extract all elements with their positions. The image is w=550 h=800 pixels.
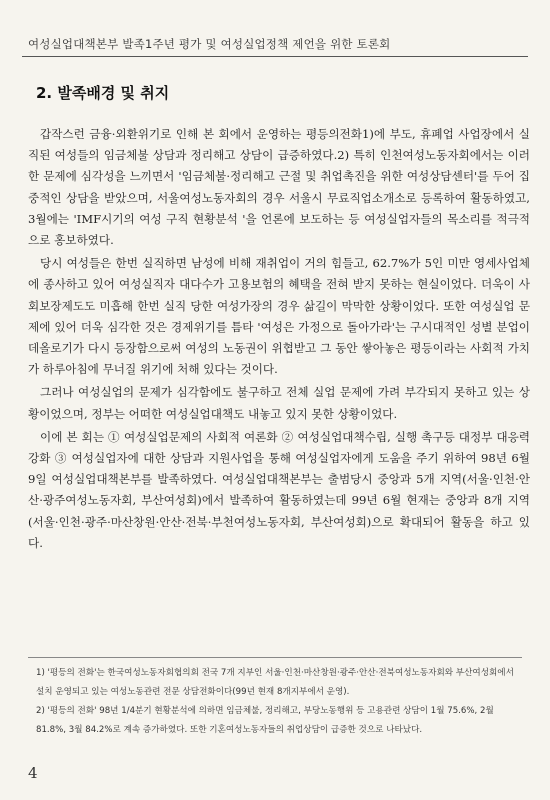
footnote: 1) '평등의 전화'는 한국여성노동자회협의회 전국 7개 지부인 서울·인천·마산창원·광주·안산·전북여성노동자회와 부산여성회에서 설치 운영되고 있는 여성노동관련 전문 상담전화이다(99년 현재 8개지부에서 운영). (36, 668, 514, 697)
header-divider (22, 56, 528, 57)
footnote-divider (28, 657, 522, 658)
paragraph: 그러나 여성실업의 문제가 심각함에도 불구하고 전체 실업 문제에 가려 부각되지 못하고 있는 상황이었으며, 정부는 어떠한 여성실업대책도 내놓고 있지 못한 상황이었다. (28, 385, 530, 421)
paragraph: 당시 여성들은 한번 실직하면 남성에 비해 재취업이 거의 힘들고, 62.7%가 5인 미만 영세사업체에 종사하고 있어 여성실직자 대다수가 고용보험의 혜택을 전혀 받지 못하는 현실이었다. 더욱이 사회보장제도도 미흡해 한번 실직 당한 여성가장의 경우 삶길이 막막한 상황이었다. 또한 여성실업 문제에 있어 더욱 심각한 것은 경제위기를 틈타 '여성은 가정으로 돌아가라'는 구시대적인 성별 분업이데올로기가 다시 등장함으로써 여성의 노동권이 위협받고 그 동안 쌓아놓은 평등이라는 사회적 가치가 하루아침에 무너질 위기에 처해 있다는 것이다. (28, 256, 530, 377)
paragraph: 이에 본 회는 ① 여성실업문제의 사회적 여론화 ② 여성실업대책수립, 실행 촉구등 대정부 대응력 강화 ③ 여성실업자에 대한 상담과 지원사업을 통해 여성실업자에게 도움을 주기 위하여 98년 6월 9일 여성실업대책본부를 발족하였다. 여성실업대책본부는 출범당시 중앙과 5개 지역(서울·인천·안산·광주여성노동자회, 부산여성회)에서 발족하여 활동하였는데 99년 6월 현재는 중앙과 8개 지역(서울·인천·광주·마산창원·안산·전북·부천여성노동자회, 부산여성회)으로 확대되어 활동을 하고 있다. (28, 429, 530, 550)
paragraph: 갑작스런 금융·외환위기로 인해 본 회에서 운영하는 평등의전화1)에 부도, 휴폐업 사업장에서 실직된 여성들의 임금체불 상담과 정리해고 상담이 급증하였다.2) 특히 인천여성노동자회에서는 이러한 문제에 심각성을 느끼면서 '임금체불·정리해고 근절 및 취업촉진을 위한 여성상담센터'를 두어 집중적인 상담을 받았으며, 서울여성노동자회의 경우 서울시 무료직업소개소로 등록하여 활동하였고, 3월에는 'IMF시기의 여성 구직 현황분석 '을 언론에 보도하는 등 여성실업자들의 목소리를 적극적으로 홍보하였다. (28, 127, 530, 248)
footnotes (36, 664, 522, 740)
body-text (28, 124, 530, 556)
section-title: 2. 발족배경 및 취지 (36, 84, 170, 102)
page-number: 4 (28, 764, 38, 782)
running-header: 여성실업대책본부 발족1주년 평가 및 여성실업정책 제언을 위한 토론회 (28, 37, 391, 51)
footnote: 2) '평등의 전화' 98년 1/4분기 현황분석에 의하면 임금체불, 정리해고, 부당노동행위 등 고용관련 상담이 1월 75.6%, 2월 81.8%, 3월 84.2%로 계속 증가하였다. 또한 기혼여성노동자들의 취업상담이 급증한 것으로 나타났다. (36, 706, 494, 735)
